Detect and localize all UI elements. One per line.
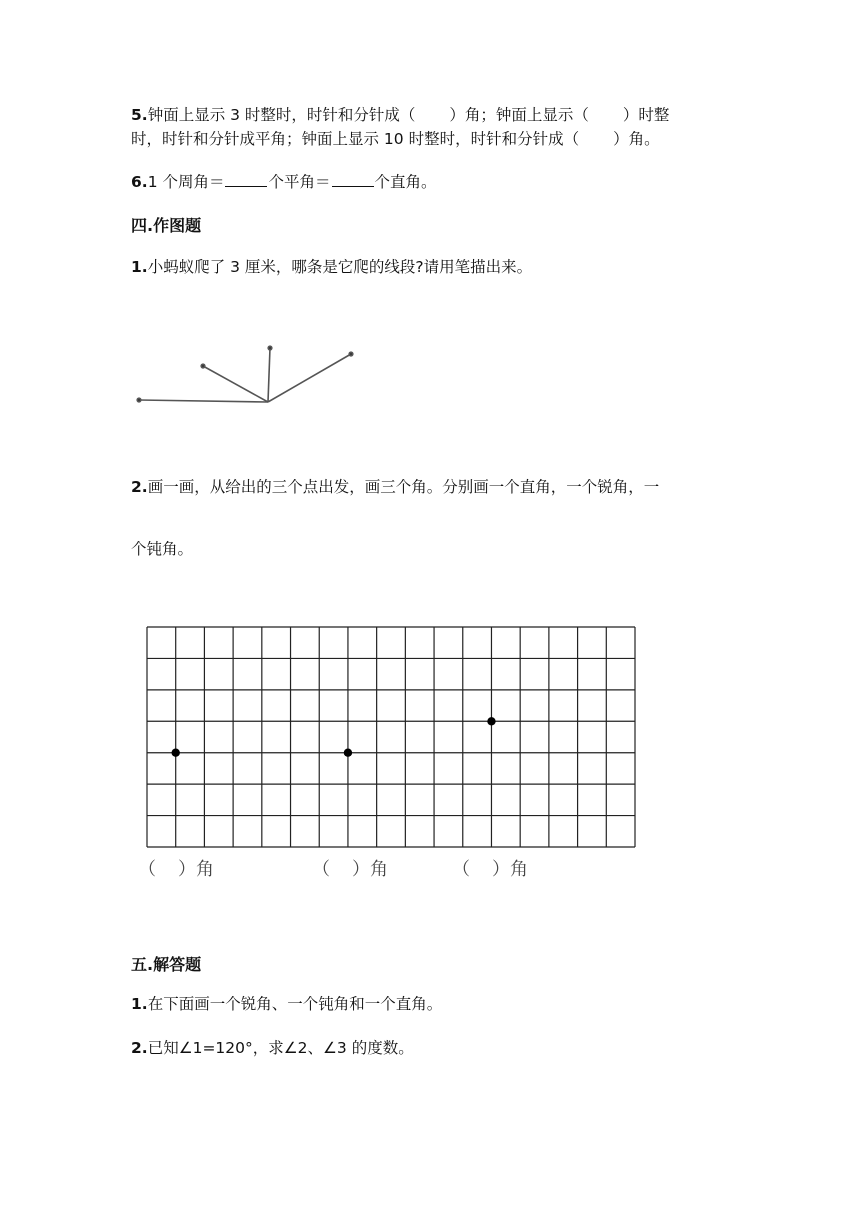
segment-vertical[interactable] (268, 348, 270, 402)
drawing-grid[interactable] (146, 626, 636, 848)
s5q2-text: 已知∠1=120°，求∠2、∠3 的度数。 (147, 1039, 414, 1057)
angle-label-3-close: ）角 (492, 859, 528, 880)
segment-left-upper[interactable] (203, 366, 268, 402)
angle-label-3 (452, 855, 528, 881)
s4q2-text-2: 个钝角。 (131, 540, 194, 558)
q6-part-b: 个平角＝ (268, 173, 331, 191)
segment-right[interactable] (268, 354, 351, 402)
s5q2-line (131, 1037, 414, 1059)
segment-endpoint (268, 346, 272, 350)
s5q1-number: 1. (131, 995, 148, 1013)
s4q2-line2 (131, 538, 193, 560)
section-4-heading: 四.作图题 (131, 216, 202, 235)
angle-label-2-open: （ (312, 859, 330, 880)
angle-label-3-open: （ (452, 859, 470, 880)
q6-part-c: 个直角。 (374, 173, 437, 191)
q5-line2-b: ）角。 (613, 130, 660, 148)
segment-left-long[interactable] (139, 400, 268, 402)
s4q2-text-1: 画一画，从给出的三个点出发，画三个角。分别画一个直角，一个锐角，一 (147, 478, 660, 496)
segment-endpoint (201, 364, 205, 368)
s4q2-number: 2. (131, 478, 148, 496)
q5-line1-b: ）角；钟面上显示（ (449, 106, 589, 124)
section-5-heading: 五.解答题 (131, 955, 202, 974)
angle-label-1-close: ）角 (178, 859, 214, 880)
segment-endpoint (137, 398, 141, 402)
q5-line1-a: 钟面上显示 3 时整时，时针和分针成（ (147, 106, 416, 124)
q6-part-a: 1 个周角＝ (147, 173, 225, 191)
q5-line2-a: 时，时针和分针成平角；钟面上显示 10 时整时，时针和分针成（ (131, 130, 580, 148)
start-point-3[interactable] (487, 717, 495, 725)
q6-number: 6. (131, 173, 148, 191)
start-point-2[interactable] (344, 749, 352, 757)
angle-label-2 (312, 855, 388, 881)
s5q1-line (131, 993, 442, 1015)
angle-label-2-close: ）角 (352, 859, 388, 880)
s5q1-text: 在下面画一个锐角、一个钝角和一个直角。 (147, 995, 443, 1013)
q5-number: 5. (131, 106, 148, 124)
angle-label-1-open: （ (138, 859, 156, 880)
s5q2-number: 2. (131, 1039, 148, 1057)
q5-line1-c: ）时整 (622, 106, 670, 124)
s4q1-number: 1. (131, 258, 148, 276)
s4q2-line1 (131, 476, 659, 498)
angle-label-1 (138, 855, 214, 881)
s4q1-text: 小蚂蚁爬了 3 厘米，哪条是它爬的线段?请用笔描出来。 (147, 258, 533, 276)
start-point-1[interactable] (172, 749, 180, 757)
segment-endpoint (349, 352, 353, 356)
